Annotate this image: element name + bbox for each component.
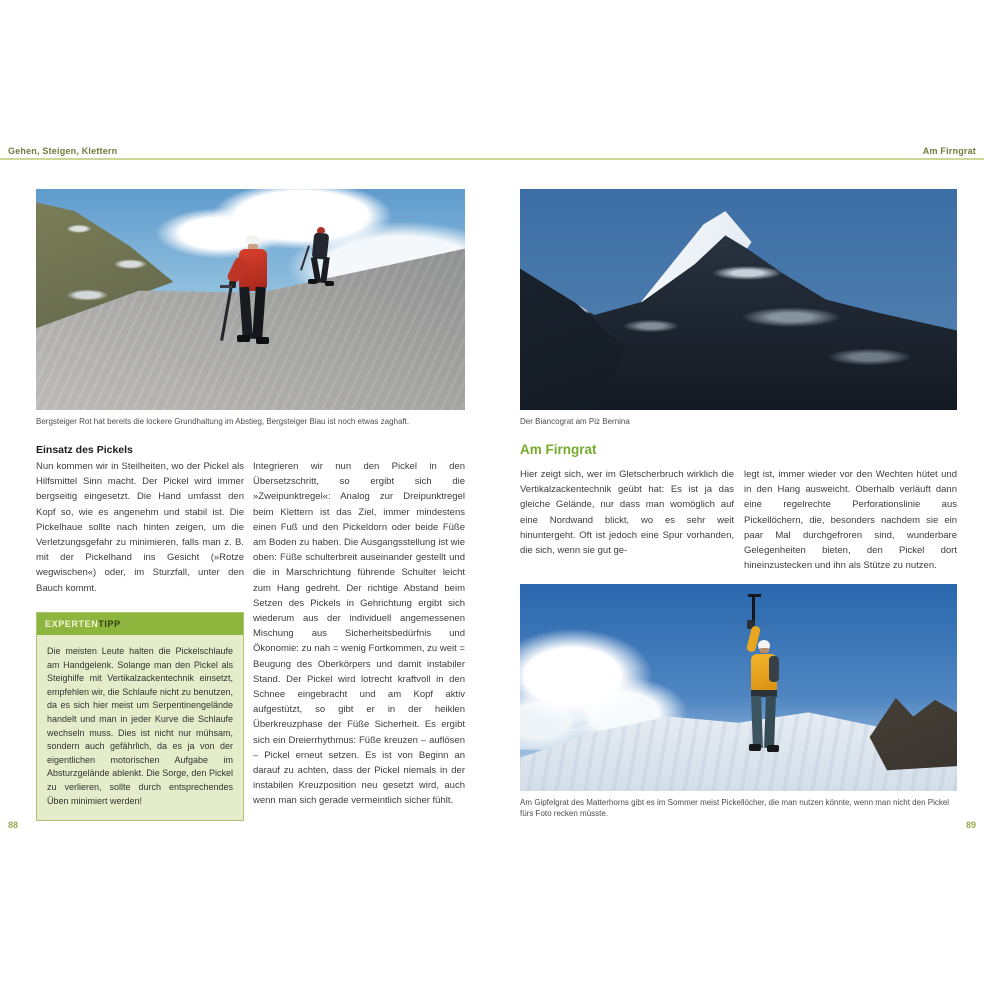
photo-caption: Bergsteiger Rot hat bereits die lockere Grundhaltung im Abstieg, Bergsteiger Blau ist noch etwas zaghaft. <box>36 417 410 426</box>
left-column-2: Integrieren wir nun den Pickel in den Übersetzschritt, so ergibt sich die »Zweipunktregel«: Analog zur Dreipunktregel beim Klettern ist das Ziel, immer mindestens einen Fuß und den Pickeldorn oder beide Füße am Boden zu haben. Die Ausgangsstellung ist wie oben: Füße schulterbreit auseinander gestellt und die in Marschrichtung führende Schulter leicht zum Hang gedreht. Der richtige Abstand beim Setzen des Pickels in Gehrichtung ergibt sich wiederum aus der individuell angemessenen Mischung aus Sicherheitsbedürfnis und Ökonomie: zu nah = wenig Fortkommen, zu weit = Beugung des Oberkörpers und damit instabiler Stand. Der Pickel wird lotrecht kraftvoll in den Schnee eingebracht und am Kopf aktiv aufgestützt, so gibt er in der heiklen Überkreuzphase der Füße Sicherheit. Es ergibt sich ein Dreierrhythmus: Füße kreuzen – auflösen – Pickel erneut setzen. Es ist von Beginn an darauf zu achten, dass der Pickel niemals in der instabilen Kreuzposition neu gesetzt wird, auch wenn man sich gerade vermeintlich sicher fühlt. <box>253 461 465 807</box>
page-number-left: 88 <box>8 820 19 830</box>
photo-caption-top: Der Biancograt am Piz Bernina <box>520 417 630 426</box>
section-heading-firngrat: Am Firngrat <box>520 442 597 457</box>
climber-red <box>229 235 275 361</box>
expert-tip-header <box>37 613 243 635</box>
expert-tip-label-tipp: TIPP <box>98 619 121 629</box>
expert-tip-label-experten: EXPERTEN <box>45 619 99 629</box>
photo-firn-descent <box>36 189 465 410</box>
photo-caption-bottom: Am Gipfelgrat des Matterhorns gibt es im Sommer meist Pickellöcher, die man nutzen könnte, wenn man nicht den Pickel fürs Foto recken müsste. <box>520 798 950 818</box>
expert-tip-text: Die meisten Leute halten die Pickelschlaufe am Handgelenk. Solange man den Pickel als Steighilfe mit Vertikalzackentechnik einsetzt, empfehlen wir, die Schlaufe nicht zu benutzen, da es sich hier meist um Serpentinengelände handelt und man in jeder Kurve die Schlaufe wechseln muss. Dies ist nicht nur mühsam, sondern auch gefährlich, da es ja von der eigentlichen motorischen Aufgabe im Absturzgelände ablenkt. Die Sorge, den Pickel zu verlieren, sollte durch entsprechendes Üben minimiert werden! <box>47 646 233 806</box>
running-head-left: Gehen, Steigen, Klettern <box>8 146 118 156</box>
climber-yellow <box>725 594 789 766</box>
photo-summit-ridge <box>520 584 957 791</box>
photo-biancograt <box>520 189 957 410</box>
right-column-1: Hier zeigt sich, wer im Gletscherbruch wirklich die Vertikalzackentechnik geübt hat: Es ist ja das gleiche Gelände, nur dass man womöglich auf eine Nordwand blickt, wo es sehr weit hinuntergeht. Oft ist jedoch eine Spur vorhanden, die sich, wenn sie gut ge- <box>520 469 734 557</box>
running-head-right: Am Firngrat <box>922 146 976 156</box>
climber-blue <box>306 227 336 297</box>
expert-tip-box <box>36 612 244 821</box>
section-heading-pickel: Einsatz des Pickels <box>36 444 133 456</box>
right-column-2: legt ist, immer wieder vor den Wechten hütet und in den Hang ausweicht. Oberhalb verläuft dann eine regelrechte Perforationslinie aus Pickellöchern, die, besonders nachdem sie ein paar Mal durchgefroren sind, wunderbare Gelegenheiten bieten, den Pickel dort hineinzustecken und ihn als Stütze zu nutzen. <box>744 469 957 572</box>
header-rule <box>0 158 984 160</box>
page-number-right: 89 <box>965 820 976 830</box>
left-column-1: Nun kommen wir in Steilheiten, wo der Pickel als Hilfsmittel Sinn macht. Der Pickel wird immer bergseitig eingesetzt. Die Hand umfasst den Kopf so, wie es angenehm und stabil ist. Die Pickelhaue sollte nach hinten zeigen, um die Verletzungsgefahr zu minimieren, falls man z. B. mit der Pickelhand ins Gesicht (»Rotze wegwischen«) oder, im Sturzfall, unter den Bauch kommt. <box>36 461 244 594</box>
